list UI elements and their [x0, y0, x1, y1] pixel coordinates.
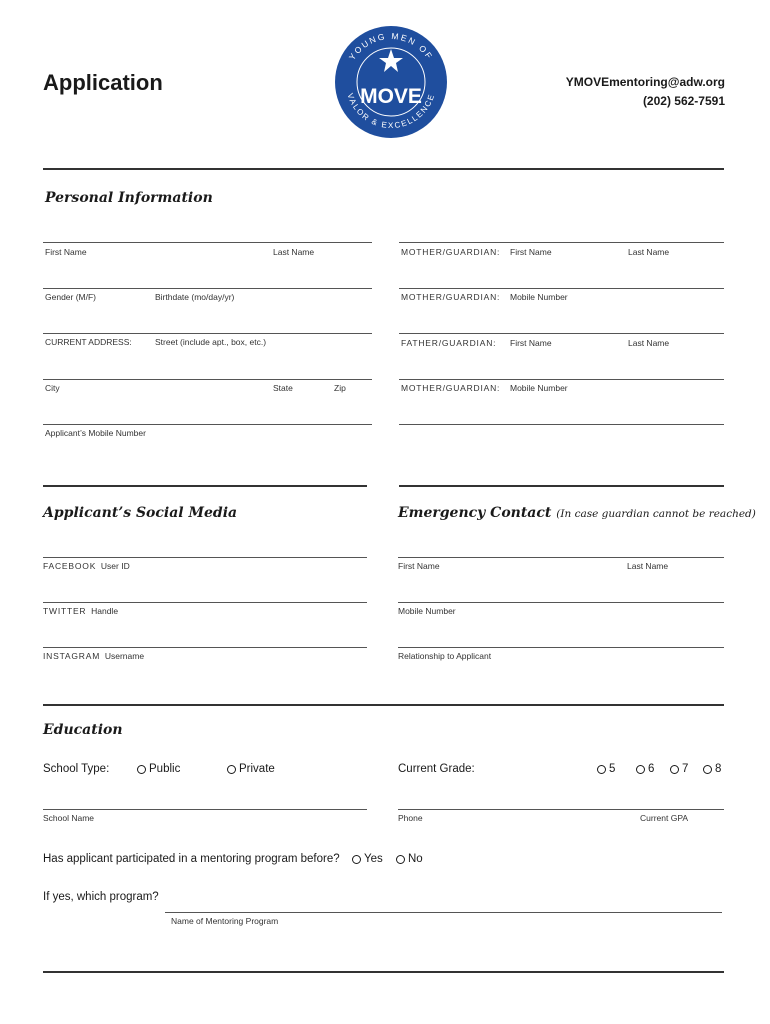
radio-circle[interactable]	[352, 855, 361, 864]
facebook-line	[43, 557, 367, 558]
guardian2-line	[399, 288, 724, 289]
emergency-divider	[399, 485, 724, 487]
gpa-label: Current GPA	[640, 813, 689, 823]
guardian3-label: FATHER/GUARDIAN:	[401, 338, 497, 348]
last-name-label: Last Name	[273, 247, 315, 257]
instagram-label: INSTAGRAM Username	[43, 651, 145, 661]
zip-label: Zip	[334, 383, 346, 393]
guardian1-line	[399, 242, 724, 243]
radio-circle[interactable]	[227, 765, 236, 774]
emergency-mobile-label: Mobile Number	[398, 606, 456, 616]
city-line	[43, 379, 372, 380]
gender-line	[43, 288, 372, 289]
applicant-mobile-label: Applicant’s Mobile Number	[45, 428, 146, 438]
svg-text:YOUNG MEN OF: YOUNG MEN OF	[346, 30, 436, 62]
current-address-label: CURRENT ADDRESS:	[45, 337, 132, 347]
name-line	[43, 242, 372, 243]
radio-circle[interactable]	[597, 765, 606, 774]
radio-circle[interactable]	[636, 765, 645, 774]
guardian3-first-label: First Name	[510, 338, 552, 348]
guardian4-line	[399, 379, 724, 380]
street-label: Street (include apt., box, etc.)	[155, 337, 267, 347]
mentoring-no-radio[interactable]: No	[396, 853, 423, 865]
which-program-label: If yes, which program?	[43, 891, 159, 903]
radio-circle[interactable]	[670, 765, 679, 774]
applicant-mobile-line	[43, 424, 372, 425]
school-phone-line	[398, 809, 724, 810]
private-radio[interactable]: Private	[227, 763, 275, 775]
birthdate-label: Birthdate (mo/day/yr)	[155, 292, 235, 302]
emergency-last-label: Last Name	[627, 561, 669, 571]
grade-8-radio[interactable]: 8	[703, 763, 721, 775]
education-divider	[43, 704, 724, 706]
social-divider	[43, 485, 367, 487]
relationship-line	[398, 647, 724, 648]
mentoring-yes-radio[interactable]: Yes	[352, 853, 383, 865]
first-name-label: First Name	[45, 247, 87, 257]
twitter-line	[43, 602, 367, 603]
city-label: City	[45, 383, 60, 393]
instagram-line	[43, 647, 367, 648]
social-media-heading: Applicant’s Social Media	[43, 505, 238, 521]
svg-text:MOVE: MOVE	[360, 85, 422, 108]
radio-circle[interactable]	[137, 765, 146, 774]
gender-label: Gender (M/F)	[45, 292, 97, 302]
program-name-line	[165, 912, 722, 913]
program-name-label: Name of Mentoring Program	[171, 916, 279, 926]
relationship-label: Relationship to Applicant	[398, 651, 492, 661]
grade-6-radio[interactable]: 6	[636, 763, 654, 775]
guardian2-mobile-label: Mobile Number	[510, 292, 568, 302]
current-grade-label: Current Grade:	[398, 763, 475, 775]
guardian1-first-label: First Name	[510, 247, 552, 257]
school-type-label: School Type:	[43, 763, 110, 775]
guardian3-line	[399, 333, 724, 334]
guardian4-mobile-label: Mobile Number	[510, 383, 568, 393]
ymove-logo	[334, 23, 448, 141]
twitter-label: TWITTER Handle	[43, 606, 119, 616]
contact-email: YMOVEmentoring@adw.org	[565, 75, 725, 89]
state-label: State	[273, 383, 293, 393]
facebook-label: FACEBOOK User ID	[43, 561, 130, 571]
grade-7-radio[interactable]: 7	[670, 763, 688, 775]
header-divider	[43, 168, 724, 170]
contact-phone: (202) 562-7591	[642, 94, 725, 108]
emergency-note: (In case guardian cannot be reached)	[556, 508, 756, 520]
emergency-first-label: First Name	[398, 561, 440, 571]
guardian4-label: MOTHER/GUARDIAN:	[401, 383, 501, 393]
guardian4-mobile-line	[399, 424, 724, 425]
guardian2-label: MOTHER/GUARDIAN:	[401, 292, 501, 302]
mentoring-question: Has applicant participated in a mentoring program before?	[43, 853, 340, 865]
guardian3-last-label: Last Name	[628, 338, 670, 348]
address-line	[43, 333, 372, 334]
guardian1-label: MOTHER/GUARDIAN:	[401, 247, 501, 257]
emergency-mobile-line	[398, 602, 724, 603]
school-phone-label: Phone	[398, 813, 423, 823]
school-name-label: School Name	[43, 813, 95, 823]
emergency-contact-heading: Emergency Contact (In case guardian cannot be reached)	[398, 505, 756, 521]
education-heading: Education	[43, 722, 123, 738]
radio-circle[interactable]	[703, 765, 712, 774]
emergency-name-line	[398, 557, 724, 558]
svg-text:VALOR & EXCELLENCE: VALOR & EXCELLENCE	[345, 92, 437, 131]
school-name-line	[43, 809, 367, 810]
radio-circle[interactable]	[396, 855, 405, 864]
public-radio[interactable]: Public	[137, 763, 180, 775]
page-title: Application	[43, 70, 163, 95]
grade-5-radio[interactable]: 5	[597, 763, 615, 775]
guardian1-last-label: Last Name	[628, 247, 670, 257]
personal-info-heading: Personal Information	[45, 190, 213, 206]
footer-divider	[43, 971, 724, 973]
